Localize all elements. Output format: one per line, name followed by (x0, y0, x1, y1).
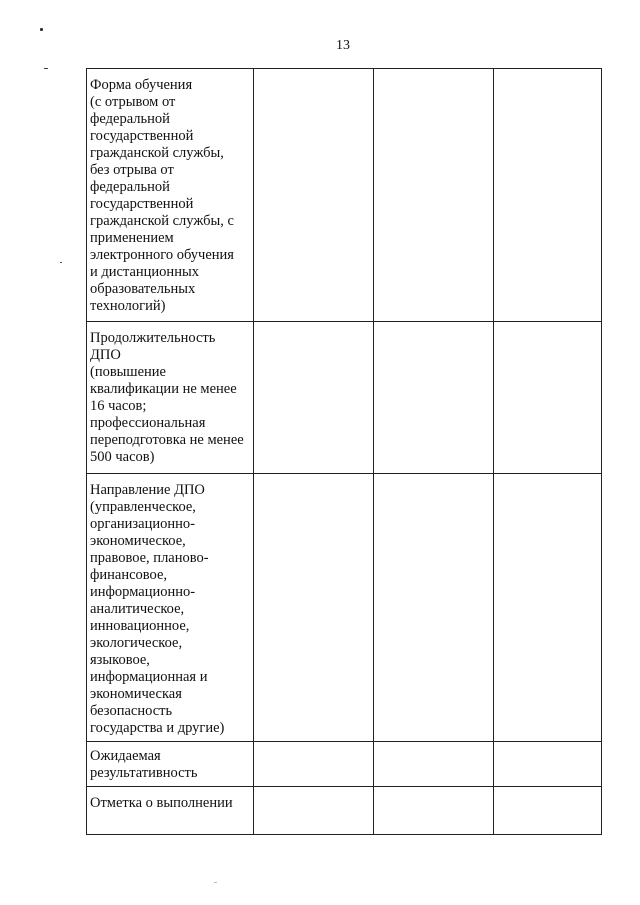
table-cell (254, 787, 374, 835)
table-row-expected-results (87, 742, 602, 787)
table-cell (494, 742, 602, 787)
table-row-form-of-study (87, 69, 602, 322)
row-label-direction: Направление ДПО (управленческое, организационно- экономическое, правовое, планово- финансовое, информационно- аналитическое, инновационное, экологическое, языковое, информационная и экономическая безопасность государства и другие) (87, 474, 254, 742)
table-cell (254, 742, 374, 787)
table-cell (374, 322, 494, 474)
plan-table (86, 68, 602, 835)
row-label-duration: Продолжительность ДПО (повышение квалификации не менее 16 часов; профессиональная переподготовка не менее 500 часов) (87, 322, 254, 474)
table-cell (254, 474, 374, 742)
table-cell (374, 69, 494, 322)
table-cell (254, 69, 374, 322)
scan-speck (40, 28, 43, 31)
table-cell (374, 742, 494, 787)
table-cell (374, 787, 494, 835)
table-row-completion-mark (87, 787, 602, 835)
table-cell (254, 322, 374, 474)
table-row-duration (87, 322, 602, 474)
row-label-form-of-study: Форма обучения (с отрывом от федеральной государственной гражданской службы, без отрыва от федеральной государственной гражданской службы, с применением электронного обучения и дистанционных образовательных технологий) (87, 69, 254, 322)
page-number: 13 (336, 38, 350, 53)
table-row-direction (87, 474, 602, 742)
scan-speck (44, 68, 48, 69)
row-label-completion-mark: Отметка о выполнении (87, 787, 254, 835)
table-cell (494, 69, 602, 322)
table-cell (494, 322, 602, 474)
scan-speck (60, 262, 62, 263)
scan-speck (214, 882, 217, 883)
row-label-expected-results: Ожидаемая результативность (87, 742, 254, 787)
table-cell (494, 787, 602, 835)
table-cell (494, 474, 602, 742)
table-cell (374, 474, 494, 742)
